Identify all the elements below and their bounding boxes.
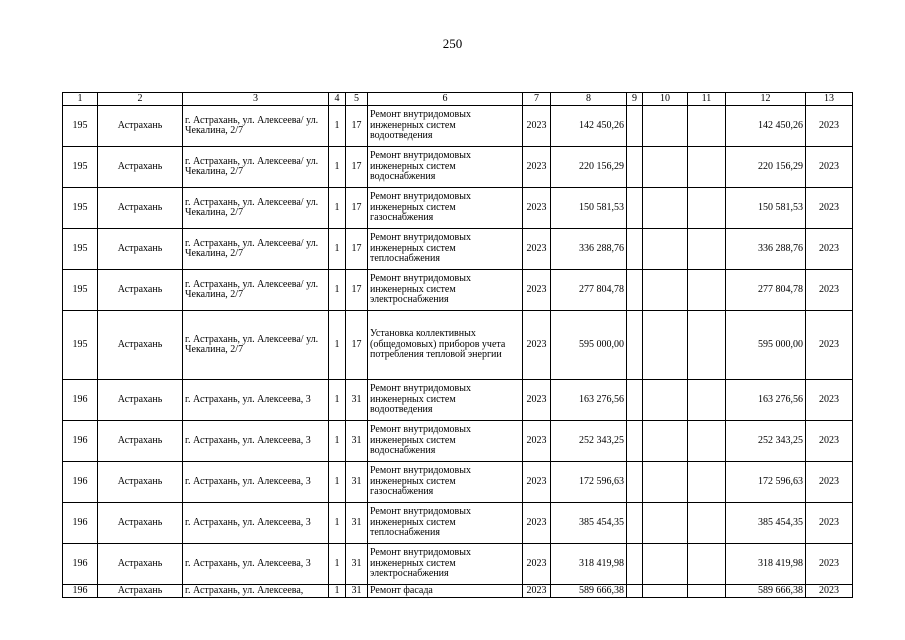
row-number-cell: 196	[63, 544, 98, 585]
table-row	[63, 585, 853, 598]
amount-cell: 220 156,29	[551, 147, 627, 188]
row-number-cell: 196	[63, 585, 98, 598]
col11-cell	[688, 421, 726, 462]
amount-cell: 385 454,35	[551, 503, 627, 544]
col4-cell: 1	[329, 462, 346, 503]
col10-cell	[643, 585, 688, 598]
work-type-cell: Ремонт внутридомовых инженерных систем водоснабжения	[368, 147, 523, 188]
col9-cell	[627, 188, 643, 229]
col5-cell: 17	[346, 311, 368, 380]
row-number-cell: 196	[63, 462, 98, 503]
table-row	[63, 311, 853, 380]
amount-cell: 142 450,26	[551, 106, 627, 147]
work-type-cell: Ремонт внутридомовых инженерных систем водоотведения	[368, 380, 523, 421]
table-row	[63, 462, 853, 503]
page-number: 250	[442, 36, 463, 51]
completion-year-cell: 2023	[806, 106, 853, 147]
completion-year-cell: 2023	[806, 503, 853, 544]
table-row	[63, 106, 853, 147]
col11-cell	[688, 544, 726, 585]
col5-cell: 17	[346, 147, 368, 188]
work-type-cell: Ремонт внутридомовых инженерных систем электроснабжения	[368, 544, 523, 585]
completion-year-cell: 2023	[806, 585, 853, 598]
year-cell: 2023	[523, 462, 551, 503]
total-cell: 277 804,78	[726, 270, 806, 311]
amount-cell: 150 581,53	[551, 188, 627, 229]
col5-cell: 31	[346, 380, 368, 421]
year-cell: 2023	[523, 421, 551, 462]
row-number-cell: 195	[63, 229, 98, 270]
col11-cell	[688, 270, 726, 311]
col10-cell	[643, 311, 688, 380]
column-header: 10	[643, 93, 688, 106]
address-cell: г. Астрахань, ул. Алексеева/ ул. Чекалина, 2/7	[183, 311, 329, 380]
city-cell: Астрахань	[98, 270, 183, 311]
work-type-cell: Ремонт внутридомовых инженерных систем электроснабжения	[368, 270, 523, 311]
row-number-cell: 195	[63, 188, 98, 229]
col10-cell	[643, 106, 688, 147]
column-header: 5	[346, 93, 368, 106]
completion-year-cell: 2023	[806, 270, 853, 311]
col5-cell: 17	[346, 106, 368, 147]
completion-year-cell: 2023	[806, 421, 853, 462]
city-cell: Астрахань	[98, 311, 183, 380]
work-type-cell: Ремонт внутридомовых инженерных систем водоснабжения	[368, 421, 523, 462]
col4-cell: 1	[329, 311, 346, 380]
table-row	[63, 188, 853, 229]
completion-year-cell: 2023	[806, 311, 853, 380]
column-number-header	[63, 93, 853, 106]
col10-cell	[643, 270, 688, 311]
completion-year-cell: 2023	[806, 380, 853, 421]
total-cell: 150 581,53	[726, 188, 806, 229]
work-type-cell: Ремонт внутридомовых инженерных систем газоснабжения	[368, 188, 523, 229]
total-cell: 385 454,35	[726, 503, 806, 544]
total-cell: 595 000,00	[726, 311, 806, 380]
total-cell: 252 343,25	[726, 421, 806, 462]
col5-cell: 31	[346, 585, 368, 598]
col10-cell	[643, 380, 688, 421]
col11-cell	[688, 585, 726, 598]
city-cell: Астрахань	[98, 188, 183, 229]
address-cell: г. Астрахань, ул. Алексеева, 3	[183, 421, 329, 462]
col4-cell: 1	[329, 147, 346, 188]
city-cell: Астрахань	[98, 380, 183, 421]
col11-cell	[688, 229, 726, 270]
amount-cell: 172 596,63	[551, 462, 627, 503]
col9-cell	[627, 380, 643, 421]
year-cell: 2023	[523, 311, 551, 380]
work-type-cell: Ремонт внутридомовых инженерных систем теплоснабжения	[368, 229, 523, 270]
amount-cell: 336 288,76	[551, 229, 627, 270]
col11-cell	[688, 380, 726, 421]
total-cell: 336 288,76	[726, 229, 806, 270]
col10-cell	[643, 229, 688, 270]
col10-cell	[643, 147, 688, 188]
amount-cell: 318 419,98	[551, 544, 627, 585]
completion-year-cell: 2023	[806, 544, 853, 585]
col9-cell	[627, 544, 643, 585]
work-type-cell: Ремонт фасада	[368, 585, 523, 598]
amount-cell: 163 276,56	[551, 380, 627, 421]
col11-cell	[688, 503, 726, 544]
amount-cell: 589 666,38	[551, 585, 627, 598]
row-number-cell: 196	[63, 503, 98, 544]
col4-cell: 1	[329, 585, 346, 598]
address-cell: г. Астрахань, ул. Алексеева/ ул. Чекалина, 2/7	[183, 106, 329, 147]
col4-cell: 1	[329, 270, 346, 311]
city-cell: Астрахань	[98, 503, 183, 544]
work-type-cell: Ремонт внутридомовых инженерных систем водоотведения	[368, 106, 523, 147]
col9-cell	[627, 106, 643, 147]
col11-cell	[688, 188, 726, 229]
total-cell: 589 666,38	[726, 585, 806, 598]
col11-cell	[688, 462, 726, 503]
column-header: 11	[688, 93, 726, 106]
col10-cell	[643, 503, 688, 544]
completion-year-cell: 2023	[806, 462, 853, 503]
year-cell: 2023	[523, 229, 551, 270]
col4-cell: 1	[329, 188, 346, 229]
year-cell: 2023	[523, 380, 551, 421]
col9-cell	[627, 147, 643, 188]
address-cell: г. Астрахань, ул. Алексеева, 3	[183, 380, 329, 421]
row-number-cell: 195	[63, 311, 98, 380]
address-cell: г. Астрахань, ул. Алексеева/ ул. Чекалина, 2/7	[183, 270, 329, 311]
col10-cell	[643, 544, 688, 585]
city-cell: Астрахань	[98, 585, 183, 598]
col5-cell: 31	[346, 462, 368, 503]
col9-cell	[627, 229, 643, 270]
year-cell: 2023	[523, 544, 551, 585]
table-row	[63, 544, 853, 585]
work-type-cell: Установка коллективных (общедомовых) приборов учета потребления тепловой энергии	[368, 311, 523, 380]
amount-cell: 252 343,25	[551, 421, 627, 462]
city-cell: Астрахань	[98, 421, 183, 462]
column-header: 8	[551, 93, 627, 106]
total-cell: 163 276,56	[726, 380, 806, 421]
table-row	[63, 380, 853, 421]
city-cell: Астрахань	[98, 544, 183, 585]
year-cell: 2023	[523, 270, 551, 311]
address-cell: г. Астрахань, ул. Алексеева/ ул. Чекалина, 2/7	[183, 147, 329, 188]
total-cell: 142 450,26	[726, 106, 806, 147]
total-cell: 220 156,29	[726, 147, 806, 188]
col5-cell: 17	[346, 270, 368, 311]
col10-cell	[643, 188, 688, 229]
amount-cell: 595 000,00	[551, 311, 627, 380]
col4-cell: 1	[329, 229, 346, 270]
address-cell: г. Астрахань, ул. Алексеева/ ул. Чекалина, 2/7	[183, 229, 329, 270]
address-cell: г. Астрахань, ул. Алексеева/ ул. Чекалина, 2/7	[183, 188, 329, 229]
year-cell: 2023	[523, 188, 551, 229]
column-header: 4	[329, 93, 346, 106]
address-cell: г. Астрахань, ул. Алексеева,	[183, 585, 329, 598]
year-cell: 2023	[523, 106, 551, 147]
col11-cell	[688, 147, 726, 188]
city-cell: Астрахань	[98, 106, 183, 147]
city-cell: Астрахань	[98, 147, 183, 188]
col11-cell	[688, 311, 726, 380]
table-row	[63, 503, 853, 544]
table-row	[63, 270, 853, 311]
col9-cell	[627, 503, 643, 544]
completion-year-cell: 2023	[806, 147, 853, 188]
address-cell: г. Астрахань, ул. Алексеева, 3	[183, 544, 329, 585]
year-cell: 2023	[523, 503, 551, 544]
column-header: 12	[726, 93, 806, 106]
col4-cell: 1	[329, 380, 346, 421]
table-row	[63, 229, 853, 270]
col4-cell: 1	[329, 503, 346, 544]
completion-year-cell: 2023	[806, 229, 853, 270]
col9-cell	[627, 585, 643, 598]
col4-cell: 1	[329, 421, 346, 462]
row-number-cell: 195	[63, 106, 98, 147]
row-number-cell: 196	[63, 421, 98, 462]
col5-cell: 17	[346, 229, 368, 270]
col9-cell	[627, 311, 643, 380]
row-number-cell: 195	[63, 270, 98, 311]
col5-cell: 31	[346, 544, 368, 585]
row-number-cell: 195	[63, 147, 98, 188]
year-cell: 2023	[523, 147, 551, 188]
work-type-cell: Ремонт внутридомовых инженерных систем газоснабжения	[368, 462, 523, 503]
col9-cell	[627, 421, 643, 462]
works-table	[62, 92, 853, 598]
amount-cell: 277 804,78	[551, 270, 627, 311]
column-header: 7	[523, 93, 551, 106]
total-cell: 318 419,98	[726, 544, 806, 585]
col4-cell: 1	[329, 544, 346, 585]
address-cell: г. Астрахань, ул. Алексеева, 3	[183, 503, 329, 544]
col4-cell: 1	[329, 106, 346, 147]
column-header: 1	[63, 93, 98, 106]
completion-year-cell: 2023	[806, 188, 853, 229]
city-cell: Астрахань	[98, 462, 183, 503]
year-cell: 2023	[523, 585, 551, 598]
work-type-cell: Ремонт внутридомовых инженерных систем теплоснабжения	[368, 503, 523, 544]
col10-cell	[643, 421, 688, 462]
column-header: 9	[627, 93, 643, 106]
column-header: 13	[806, 93, 853, 106]
row-number-cell: 196	[63, 380, 98, 421]
col9-cell	[627, 270, 643, 311]
table-row	[63, 421, 853, 462]
total-cell: 172 596,63	[726, 462, 806, 503]
table-row	[63, 147, 853, 188]
col5-cell: 31	[346, 421, 368, 462]
city-cell: Астрахань	[98, 229, 183, 270]
column-header: 6	[368, 93, 523, 106]
col5-cell: 17	[346, 188, 368, 229]
col10-cell	[643, 462, 688, 503]
col9-cell	[627, 462, 643, 503]
address-cell: г. Астрахань, ул. Алексеева, 3	[183, 462, 329, 503]
col5-cell: 31	[346, 503, 368, 544]
column-header: 2	[98, 93, 183, 106]
column-header: 3	[183, 93, 329, 106]
col11-cell	[688, 106, 726, 147]
